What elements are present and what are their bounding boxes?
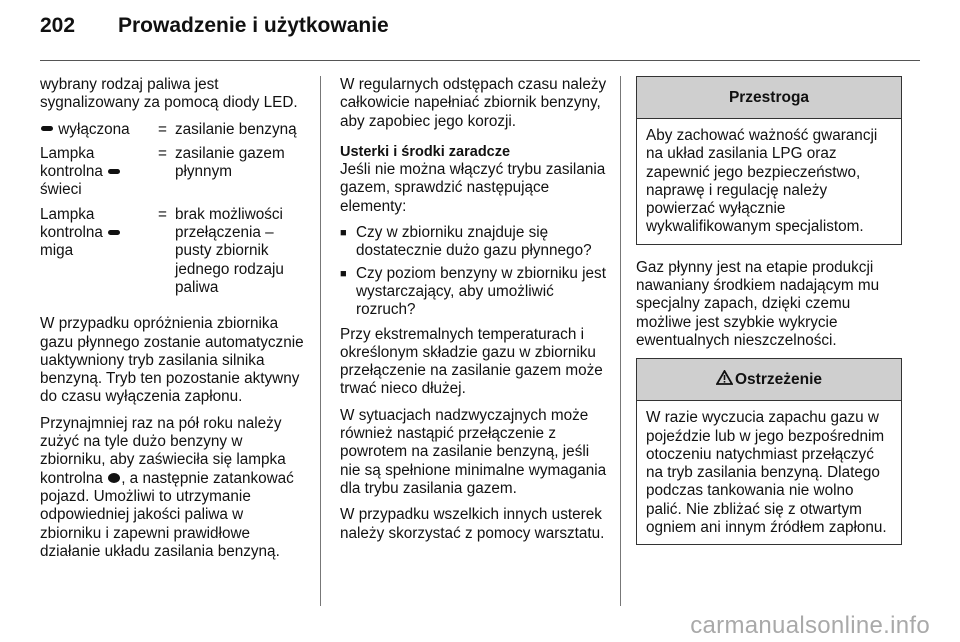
- paragraph: [40, 415, 308, 561]
- legend-row: [40, 206, 308, 303]
- paragraph-text: , a następnie zatankować pojazd. Umożliwi to utrzymanie odpowiedniej jakości paliwa w zbiorniku i zapewni prawidłowe działanie układu zasilania benzyną.: [40, 469, 294, 560]
- legend-value: zasilanie benzyną: [175, 120, 297, 138]
- list-item: ■ Czy poziom benzyny w zbiorniku jest wystarczający, aby umożliwić rozruch?: [340, 265, 608, 320]
- watermark: carmanualsonline.info: [690, 612, 930, 639]
- page-number: 202: [40, 14, 76, 37]
- check-list: [340, 224, 608, 319]
- equals-sign: =: [158, 120, 167, 138]
- legend-key: [40, 206, 158, 303]
- legend-key-text: wyłączona: [58, 120, 130, 138]
- legend-key: [40, 145, 158, 206]
- paragraph: W przypadku opróżnienia zbiornika gazu płynnego zostanie automatycznie uaktywniony tryb zasilania silnika benzyną. Tryb ten pozostanie aktywny do czasu wyłączenia zapłonu.: [40, 315, 304, 406]
- legend-row: [40, 121, 308, 145]
- legend-value: brak możliwości przełączenia – pusty zbiornik jednego rodzaju paliwa: [175, 205, 284, 296]
- paragraph: Przy ekstremalnych temperaturach i określonym składzie gazu w zbiorniku przełączenie na zasilanie gazem może trwać nieco dłużej.: [340, 325, 603, 398]
- control-lamp-icon: [108, 473, 120, 483]
- led-indicator-icon: [41, 126, 53, 131]
- led-legend-table: [40, 121, 308, 304]
- intro-paragraph: wybrany rodzaj paliwa jest sygnalizowany za pomocą diody LED.: [40, 76, 298, 112]
- equals-sign: =: [158, 205, 167, 223]
- equals-sign: =: [158, 144, 167, 162]
- column-right: [636, 76, 902, 559]
- led-indicator-icon: [108, 230, 120, 235]
- header-divider: [40, 60, 920, 61]
- legend-key: [40, 121, 158, 145]
- list-item: ■ Czy w zbiorniku znajduje się dostatecznie dużo gazu płynnego?: [340, 224, 608, 261]
- warning-triangle-icon: [716, 360, 733, 401]
- column-middle: [340, 76, 608, 551]
- caution-box: [636, 76, 902, 245]
- warning-text: W razie wyczucia zapachu gazu w pojeździe lub w jego bezpośrednim otoczeniu natychmiast przełączyć na tryb zasilania benzyną. Dlatego podczas tankowania nie wolno palić. Nie zbliżać się z otwartym ogniem ani innym źródłem zapłonu.: [646, 409, 887, 537]
- column-divider-1: [320, 76, 321, 606]
- section-title: Prowadzenie i użytkowanie: [118, 14, 389, 37]
- legend-key-text: Lampka kontrolna: [40, 144, 103, 181]
- column-left: [40, 76, 308, 569]
- legend-key-text: Lampka kontrolna: [40, 205, 103, 242]
- warning-header: [637, 359, 901, 401]
- legend-key-text: świeci: [40, 181, 82, 199]
- legend-key-text: miga: [40, 242, 74, 260]
- legend-value: zasilanie gazem płynnym: [175, 144, 285, 181]
- page-header: [40, 14, 389, 38]
- caution-text: Aby zachować ważność gwarancji na układ zasilania LPG oraz zapewnić jego bezpieczeństwo, naprawę i regulację należy powierzać wyłącznie wykwalifikowanym specjalistom.: [646, 127, 878, 236]
- paragraph: W przypadku wszelkich innych usterek należy skorzystać z pomocy warsztatu.: [340, 506, 605, 542]
- section-subheading: Usterki i środki zaradcze: [340, 143, 511, 160]
- led-indicator-icon: [108, 169, 120, 174]
- paragraph-text: Przynajmniej raz na pół roku należy zużyć na tyle dużo benzyny w zbiorniku, aby zaświeciła się lampka kontrolna: [40, 414, 286, 487]
- caution-title: Przestroga: [637, 77, 901, 119]
- paragraph: W regularnych odstępach czasu należy całkowicie napełniać zbiornik benzyny, aby zapobiec jego korozji.: [340, 76, 607, 130]
- warning-title: Ostrzeżenie: [734, 371, 822, 389]
- legend-row: [40, 145, 308, 206]
- column-divider-2: [620, 76, 621, 606]
- paragraph: W sytuacjach nadzwyczajnych może również nastąpić przełączenie z powrotem na zasilanie benzyną, jeśli nie są spełnione minimalne wymagania dla trybu zasilania gazem.: [340, 406, 607, 497]
- paragraph: Gaz płynny jest na etapie produkcji nawaniany środkiem nadającym mu specjalny zapach, dzięki czemu możliwe jest szybkie wykrycie ewentualnych nieszczelności.: [636, 258, 880, 349]
- paragraph: Jeśli nie można włączyć trybu zasilania gazem, sprawdzić następujące elementy:: [340, 161, 606, 215]
- warning-box: [636, 358, 902, 545]
